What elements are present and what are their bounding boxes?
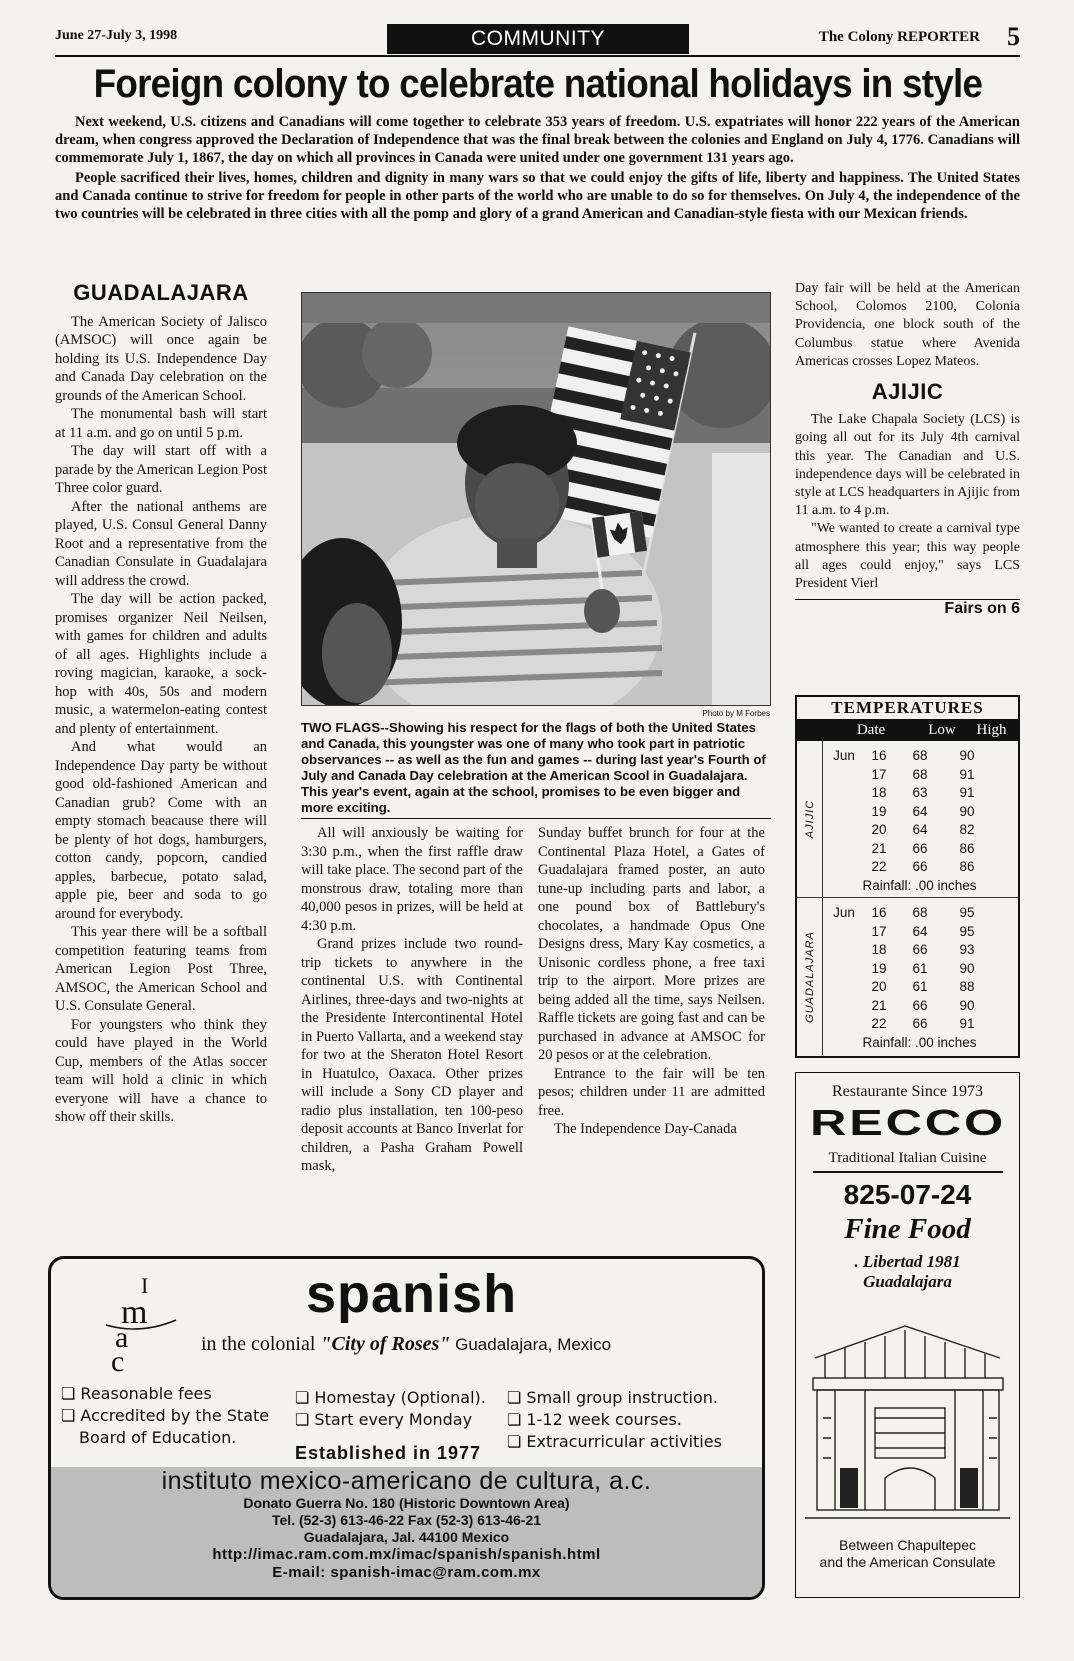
ad-tagline: Fine Food [844, 1213, 971, 1245]
row-high: 91 [959, 785, 975, 800]
photo-credit: Photo by M Forbes [702, 709, 770, 718]
ajijic-heading: AJIJIC [871, 379, 944, 405]
row-day: 18 [871, 785, 887, 800]
body-paragraph: The Independence Day-Canada [554, 1121, 737, 1137]
features-list-1 [61, 1383, 269, 1449]
guadalajara-temps [797, 898, 1018, 1055]
row-month [827, 941, 861, 960]
temperature-row [827, 1015, 1012, 1034]
ajijic-rows [827, 747, 1012, 895]
guadalajara-side-label: GUADALAJARA [797, 898, 823, 1055]
row-low: 68 [912, 766, 928, 782]
temperatures-title: TEMPERATURES [831, 698, 984, 717]
institute-address: Donato Guerra No. 180 (Historic Downtown Area) [243, 1495, 570, 1511]
row-day: 17 [871, 923, 887, 939]
row-high: 90 [959, 803, 975, 819]
row-day: 20 [871, 979, 887, 994]
row-day: 16 [871, 905, 887, 920]
features-list-3 [507, 1387, 722, 1453]
temperature-row [827, 747, 1012, 766]
row-low: 68 [912, 748, 928, 763]
col-high: High [976, 722, 1007, 738]
photo-caption: TWO FLAGS--Showing his respect for the flags of both the United States and Canada, this youngster was one of many who took part in patriotic observances -- as well as the fun and games -- during last year's Fourth of July and Canada Day celebration at the American Scool in Guadalajara. This year's event, again at the school, promises to be even bigger and more exciting. [301, 720, 766, 815]
features-list-2 [295, 1387, 486, 1431]
row-day: 16 [871, 748, 887, 763]
ad-subtitle-city: "City of Roses" [320, 1333, 451, 1355]
body-paragraph: "We wanted to create a carnival type atmosphere this year; this way people all ages could enjoy," says LCS President Vierl [795, 521, 1020, 592]
temperature-row [827, 766, 1012, 785]
guadalajara-rows [827, 904, 1012, 1052]
institute-footer [51, 1467, 762, 1597]
row-low: 66 [912, 840, 928, 856]
feature-item: ❏ Accredited by the State [61, 1406, 270, 1425]
row-day: 17 [871, 766, 887, 782]
institute-city: Guadalajara, Jal. 44100 Mexico [303, 1529, 510, 1545]
temperature-row [827, 840, 1012, 859]
body-paragraph: The American Society of Jalisco (AMSOC) will once again be holding its U.S. Independence Day and Canada Day celebration on the grounds of the American School. [55, 313, 267, 404]
row-day: 19 [871, 803, 887, 819]
row-high: 90 [959, 748, 975, 763]
institute-name: instituto mexico-americano de cultura, a.c. [161, 1467, 652, 1495]
row-day: 22 [871, 1016, 887, 1031]
row-month [827, 1015, 861, 1034]
lede [55, 113, 1020, 225]
feature-item: ❏ Small group instruction. [507, 1388, 718, 1407]
prizes-column [538, 824, 765, 1139]
row-low: 64 [912, 822, 928, 837]
ad-city: Guadalajara [863, 1272, 952, 1291]
body-paragraph: Grand prizes include two round-trip tickets to anywhere in the continental U.S. with Continental Airlines, three-days and two-nights at the Presidente Intercontinental Hotel in Puerto Vallarta, and a weekend stay for two at the Sheraton Hotel Resort in Huatulco, Oaxaca. Other prizes will include a Sony CD player and radio plus installation, ten 100-peso deposit accounts at Banco Inverlat for children, a Pasha Graham Powell mask, [301, 936, 523, 1174]
temperature-row [827, 858, 1012, 877]
photo-illustration [302, 293, 771, 706]
ajijic-temps [797, 741, 1018, 898]
row-low: 66 [912, 859, 928, 874]
recco-logo [808, 1107, 1008, 1139]
established-line: Established in 1977 [295, 1443, 482, 1463]
row-month [827, 840, 861, 859]
ad-location-line: Between Chapultepec [839, 1537, 976, 1553]
header-rule [55, 55, 1020, 57]
lede-paragraph: People sacrificed their lives, homes, children and dignity in many wars so that we could enjoy the gifts of life, liberty and happiness. The United States and Canada continue to strive for freedom for people in other parts of the world who are unable to do so for themselves. On July 4, the independence of the two countries will be celebrated in three cities with all the pomp and glory of a grand American and Canadian-style fiesta with our Mexican friends. [55, 170, 1020, 222]
row-month [827, 803, 861, 822]
body-paragraph: After the national anthems are played, U.S. Consul General Danny Root and a representative from the Canadian Consulate in Guadalajara will address the crowd. [55, 498, 267, 589]
body-paragraph: For youngsters who think they could have played in the World Cup, members of the Atlas soccer team will hold a clinic in which everyone will have a chance to show off their skills. [55, 1016, 267, 1125]
restaurant-ad [795, 1072, 1020, 1598]
temperature-row [827, 923, 1012, 942]
temperature-row [827, 960, 1012, 979]
imac-logo [101, 1275, 181, 1375]
ad-location [796, 1537, 1019, 1571]
row-high: 91 [959, 1016, 975, 1031]
rainfall: Rainfall: .00 inches [862, 1034, 977, 1050]
row-high: 88 [959, 979, 975, 994]
temperatures-header [797, 719, 1018, 741]
row-high: 95 [959, 905, 975, 920]
ad-phone: 825-07-24 [843, 1179, 972, 1210]
row-month [827, 960, 861, 979]
row-day: 20 [871, 822, 887, 837]
guadalajara-column [55, 280, 267, 1127]
raffle-column [301, 824, 523, 1176]
row-day: 21 [871, 997, 887, 1013]
temperature-row [827, 784, 1012, 803]
body-paragraph: The day will be action packed, promises organizer Neil Neilsen, with games for children and adults of all ages. Highlights include a roving magician, karaoke, a sock-hop with 40s, 50s and modern music, a watermelon-eating contest and plenty of entertainment. [55, 591, 267, 737]
body-paragraph: And what would an Independence Day party be without good old-fashioned American and Canadian grub? Come with an empty stomach beacause there will be plenty of hot dogs, hamburgers, cotton candy, popcorn, candied apples, barbecue, potato salad, apple pie, beer and soda to go around for everybody. [55, 739, 267, 922]
ajijic-column [795, 280, 1020, 618]
ad-cuisine: Traditional Italian Cuisine [828, 1150, 987, 1166]
ad-subtitle-place: Guadalajara, Mexico [450, 1335, 612, 1354]
row-low: 66 [912, 1016, 928, 1031]
body-paragraph: This year there will be a softball competition featuring teams from American Legion Post Three, AMSOC, the American School and U.S. Consulate General. [55, 924, 267, 1014]
row-low: 61 [912, 960, 928, 976]
feature-item: ❏ Extracurricular activities [507, 1432, 722, 1451]
body-paragraph: The monumental bash will start at 11 a.m. and go on until 5 p.m. [55, 406, 267, 441]
temperature-row [827, 904, 1012, 923]
row-low: 66 [912, 997, 928, 1013]
row-high: 91 [959, 766, 975, 782]
temperatures-box [795, 695, 1020, 1058]
row-high: 82 [959, 822, 975, 837]
temperature-row [827, 803, 1012, 822]
feature-item: ❏ Start every Monday [295, 1410, 473, 1429]
row-month [827, 821, 861, 840]
row-month [827, 858, 861, 877]
body-paragraph: The day will start off with a parade by the American Legion Post Three color guard. [55, 443, 267, 496]
body-paragraph: Entrance to the fair will be ten pesos; children under 11 are admitted free. [538, 1065, 765, 1119]
row-low: 63 [912, 785, 928, 800]
row-month [827, 766, 861, 785]
row-day: 18 [871, 942, 887, 957]
ad-subtitle [201, 1333, 611, 1356]
lede-paragraph: Next weekend, U.S. citizens and Canadians will come together to celebrate 353 years of freedom. U.S. expatriates will honor 222 years of the American dream, when congress approved the Declaration of Independence that was the final break between the colonies and England on July 4, 1776. Canadians will commemorate July 1, 1867, the day on which all provinces in Canada were united under one government 131 years ago. [55, 114, 1020, 166]
svg-text:m: m [121, 1294, 148, 1331]
row-high: 93 [959, 942, 975, 957]
feature-item: ❏ Homestay (Optional). [295, 1388, 486, 1407]
row-month: Jun [833, 748, 855, 763]
ad-subtitle-prefix: in the colonial [201, 1333, 321, 1355]
row-day: 22 [871, 859, 887, 874]
row-high: 86 [959, 859, 975, 874]
body-paragraph: Day fair will be held at the American School, Colomos 2100, Colonia Providencia, one block south of the Columbus statue where Avenida Americas crosses Lopez Mateos. [795, 281, 1020, 369]
row-low: 61 [912, 979, 928, 994]
body-paragraph: Sunday buffet brunch for four at the Continental Plaza Hotel, a Gates of Guadalajara framed poster, an auto tune-up including parts and labor, a one pound box of Battlebury's chocolates, a handmade Opus One Designs dress, Mary Kay cosmetics, a Unisonic cordless phone, a free taxi trip to the airport. More prizes are being added all the time, says Neilsen. Raffle tickets are going fast and can be purchased in advance at AMSOC for 20 pesos or at the celebration. [538, 825, 765, 1063]
row-month: Jun [833, 905, 855, 920]
temperature-row [827, 978, 1012, 997]
row-month [827, 997, 861, 1016]
row-high: 90 [959, 997, 975, 1013]
building-sketch [805, 1318, 1010, 1526]
ad-title: spanish [306, 1264, 518, 1324]
guadalajara-heading: GUADALAJARA [73, 280, 249, 305]
feature-item: Board of Education. [79, 1428, 237, 1447]
institute-email[interactable]: E-mail: spanish-imac@ram.com.mx [272, 1564, 541, 1581]
row-high: 95 [959, 923, 975, 939]
headline: Foreign colony to celebrate national holidays in style [93, 62, 983, 106]
newspaper-name: The Colony REPORTER [818, 29, 980, 45]
issue-date: June 27-July 3, 1998 [55, 28, 178, 43]
row-low: 66 [912, 942, 928, 957]
feature-item: ❏ 1-12 week courses. [507, 1410, 682, 1429]
temperature-row [827, 997, 1012, 1016]
ajijic-side-label: AJIJIC [797, 741, 823, 897]
row-day: 19 [871, 960, 887, 976]
temperature-row [827, 941, 1012, 960]
caption-rule [301, 818, 771, 819]
institute-phone: Tel. (52-3) 613-46-22 Fax (52-3) 613-46-21 [272, 1512, 541, 1528]
row-month [827, 923, 861, 942]
ad-location-line: and the American Consulate [819, 1554, 996, 1570]
svg-text:a: a [115, 1321, 129, 1354]
spanish-school-ad [48, 1256, 765, 1600]
feature-item: ❏ Reasonable fees [61, 1384, 212, 1403]
row-high: 86 [959, 840, 975, 856]
col-date: Date [856, 722, 886, 738]
ad-rule [813, 1171, 1003, 1173]
row-low: 68 [912, 905, 928, 920]
row-month [827, 978, 861, 997]
col-low: Low [928, 722, 956, 738]
ad-since: Restaurante Since 1973 [831, 1083, 984, 1100]
ad-address: . Libertad 1981 [854, 1252, 961, 1271]
row-low: 64 [912, 803, 928, 819]
svg-text:I: I [141, 1275, 149, 1298]
row-month [827, 784, 861, 803]
rainfall: Rainfall: .00 inches [862, 877, 977, 893]
svg-text:c: c [111, 1345, 125, 1375]
flags-photo [301, 292, 771, 706]
svg-text:RECCO: RECCO [809, 1107, 1006, 1139]
body-paragraph: All will anxiously be waiting for 3:30 p.m., when the first raffle draw will take place. The second part of the monstrous draw, totaling more than 40,000 pesos in prizes, will be held at 4:30 p.m. [301, 825, 523, 934]
row-day: 21 [871, 840, 887, 856]
body-paragraph: The Lake Chapala Society (LCS) is going all out for its July 4th carnival this year. The Canadian and U.S. independence days will be celebrated in style at LCS headquarters in Ajijic from 11 a.m. to 4 p.m. [795, 412, 1020, 519]
section-label: COMMUNITY [387, 24, 689, 54]
row-high: 90 [959, 960, 975, 976]
row-low: 64 [912, 923, 928, 939]
institute-url[interactable]: http://imac.ram.com.mx/imac/spanish/spanish.html [212, 1546, 601, 1563]
temperature-row [827, 821, 1012, 840]
jump-line: Fairs on 6 [795, 599, 1020, 618]
page-header [55, 24, 1020, 56]
page-number: 5 [1007, 22, 1020, 51]
